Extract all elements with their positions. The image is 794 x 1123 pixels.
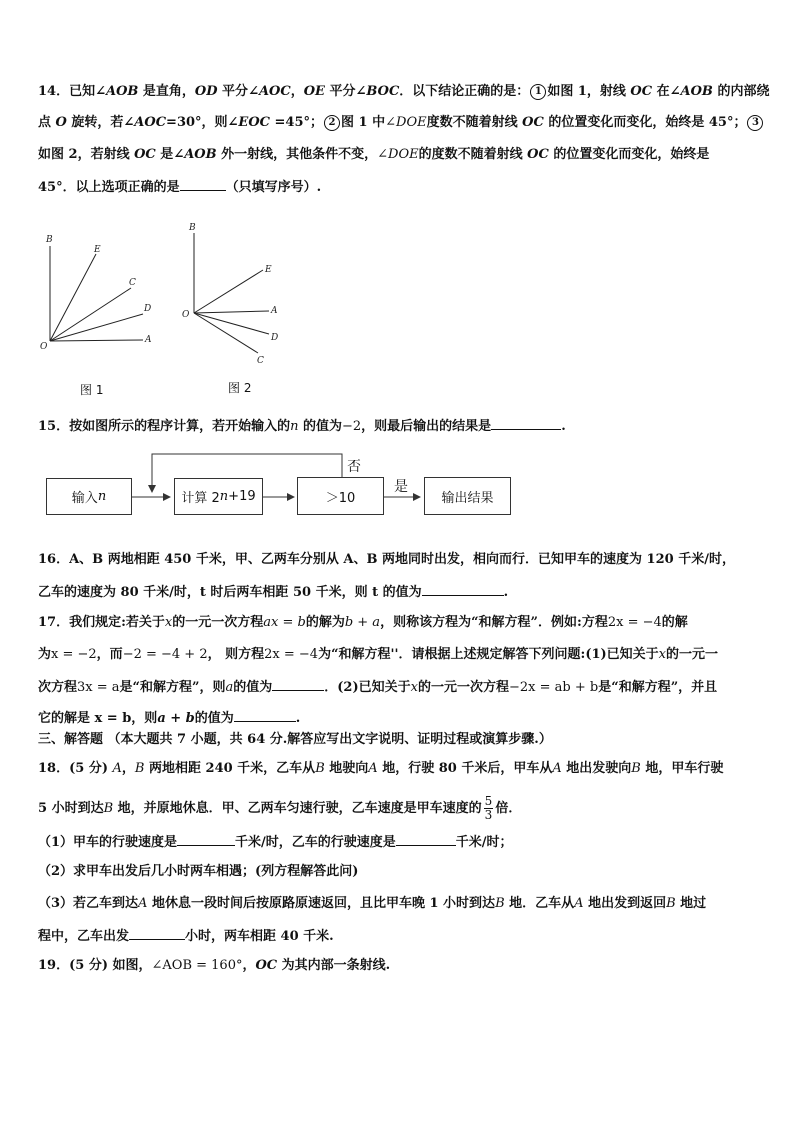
q16-line-2: 乙车的速度为 80 千米/时，t 时后两车相距 50 千米，则 t 的值为 . [38, 582, 760, 602]
q18-part-2: （2）求甲车出发后几小时两车相遇；(列方程解答此问) [38, 864, 359, 879]
label-D: D [271, 333, 279, 343]
flow-calc-box: 计算 2 n +19 [174, 478, 263, 515]
circled-number-3: 3 [747, 115, 763, 131]
answer-blank-q17-2[interactable] [234, 708, 296, 722]
flow-output-box: 输出结果 [424, 477, 511, 515]
q18-line-1: 18．(5 分) A，B 两地相距 240 千米，乙车从B 地驶向A 地，行驶 80 千米后，甲车从A 地出发驶向B 地，甲车行驶 [38, 761, 724, 776]
q17-line-1: 17．我们规定:若关于x的一元一次方程ax = b的解为b + a，则称该方程为“和解方程”．例如:方程2x = −4的解 [38, 615, 688, 630]
label-C: C [257, 356, 264, 366]
flow-label-yes: 是 [394, 479, 408, 495]
ray-OD [194, 313, 269, 334]
label-C: C [129, 278, 136, 288]
ray-OC [194, 313, 258, 353]
label-O: O [182, 310, 190, 320]
q14-line-3: 如图 2，若射线 OC 是∠AOB 外一射线，其他条件不变，∠DOE的度数不随着射线 OC 的位置变化而变化，始终是 [38, 147, 710, 162]
ray-OA [194, 311, 269, 313]
label-D: D [144, 304, 152, 314]
label-O: O [40, 342, 48, 352]
figure-1 [30, 228, 170, 358]
ray-OD [50, 314, 143, 341]
q14-line-4: 45°．以上选项正确的是 （只填写序号）. [38, 177, 760, 197]
fraction-five-thirds: $\frac{5}{3}$ [484, 794, 493, 822]
q17-line-2: 为x = −2，而−2 = −4 + 2， 则方程2x = −4为“和解方程''．请根据上述规定解答下列问题:(1)已知关于x的一元一 [38, 647, 719, 662]
label-A: A [145, 335, 152, 345]
ray-OE [50, 254, 96, 341]
figure-2-caption: 图 2 [228, 381, 252, 395]
answer-blank-q15[interactable] [491, 416, 561, 430]
q17-line-4: 它的解是 x = b，则a + b的值为 . [38, 708, 760, 728]
ray-OA [50, 340, 143, 341]
q16-line-1: 16．A、B 两地相距 450 千米，甲、乙两车分别从 A、B 两地同时出发，相向而行．已知甲车的速度为 120 千米/时， [38, 552, 735, 567]
answer-blank-q18-1b[interactable] [396, 832, 456, 846]
label-B: B [46, 235, 53, 245]
flow-input-box: 输入 n [46, 478, 132, 515]
label-B: B [189, 223, 196, 233]
ray-OC [50, 288, 131, 341]
label-E: E [265, 265, 272, 275]
q17-line-3: 次方程3x = a是“和解方程”，则a的值为 ．(2)已知关于x的一元一次方程−2x = ab + b是“和解方程”，并且 [38, 677, 760, 697]
ray-OE [194, 270, 263, 313]
q18-part-3-line-2: 程中，乙车出发 小时，两车相距 40 千米. [38, 926, 760, 946]
answer-blank-q18-3[interactable] [129, 926, 185, 940]
answer-blank-q18-1a[interactable] [177, 832, 235, 846]
answer-blank-q14[interactable] [180, 177, 226, 191]
q19-line: 19．(5 分) 如图，∠AOB = 160°，OC 为其内部一条射线. [38, 958, 391, 973]
q14-line-1: 14．已知∠AOB 是直角，OD 平分∠AOC，OE 平分∠BOC．以下结论正确的是： 1 如图 1，射线 OC 在∠AOB 的内部绕 [38, 84, 770, 99]
q15-line: 15．按如图所示的程序计算，若开始输入的n 的值为−2，则最后输出的结果是 . [38, 416, 760, 436]
section-3-header: 三、解答题 （本大题共 7 小题，共 64 分.解答应写出文字说明、证明过程或演算步骤.） [38, 732, 552, 747]
figure-1-caption: 图 1 [80, 383, 104, 397]
q18-part-1: （1）甲车的行驶速度是 千米/时，乙车的行驶速度是 千米/时； [38, 832, 760, 852]
answer-blank-q17-1[interactable] [272, 677, 324, 691]
q18-part-3-line-1: （3）若乙车到达A 地休息一段时间后按原路原速返回，且比甲车晚 1 小时到达B 地．乙车从A 地出发到返回B 地过 [38, 896, 707, 911]
label-E: E [94, 245, 101, 255]
flow-label-no: 否 [347, 459, 361, 475]
answer-blank-q16[interactable] [422, 582, 504, 596]
q18-line-2: 5 小时到达B 地，并原地休息．甲、乙两车匀速行驶，乙车速度是甲车速度的 $\frac{5}{3}$ 倍． [38, 794, 522, 822]
circled-number-2: 2 [324, 115, 340, 131]
figure-2 [175, 218, 305, 368]
q14-line-2: 点 O 旋转，若∠AOC=30°，则∠EOC =45°； 2 图 1 中∠DOE度数不随着射线 OC 的位置变化而变化，始终是 45°； 3 [38, 114, 760, 132]
flow-condition-box: ＞10 [297, 477, 384, 515]
circled-number-1: 1 [530, 84, 546, 100]
label-A: A [271, 306, 278, 316]
